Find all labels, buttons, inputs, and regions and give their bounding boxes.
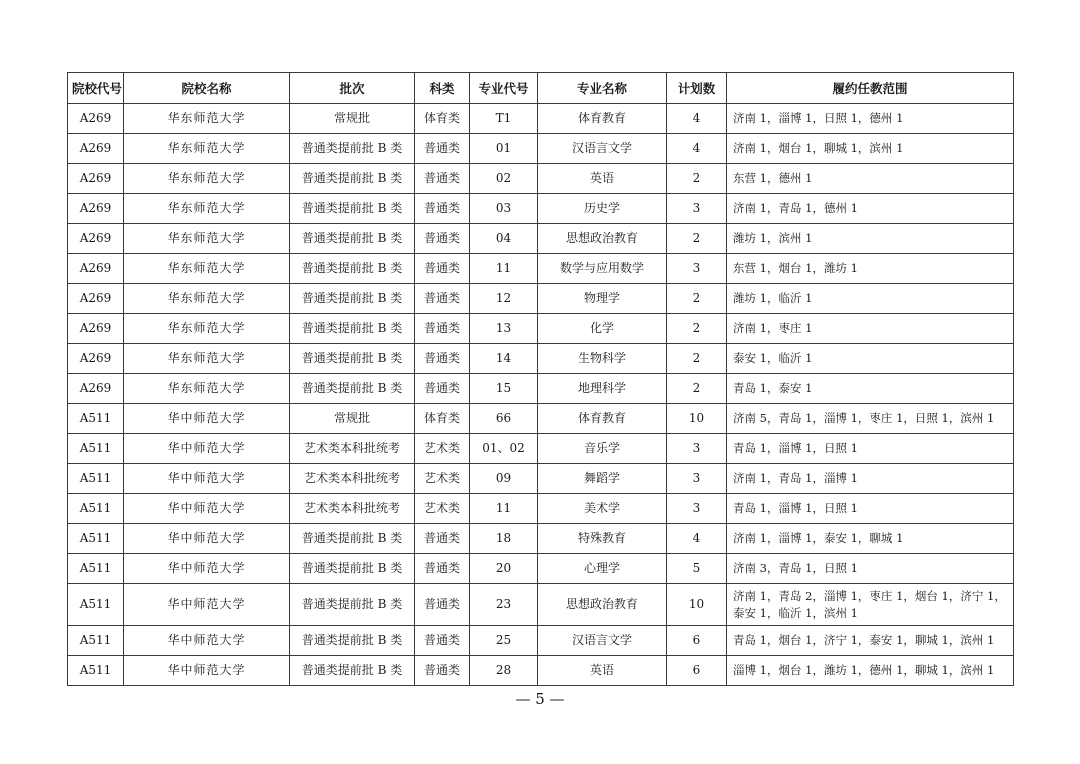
cell-school-code: A511 xyxy=(68,404,124,434)
cell-teaching-scope: 济南 1，淄博 1，泰安 1，聊城 1 xyxy=(727,524,1014,554)
cell-plan-count: 2 xyxy=(667,314,727,344)
cell-school-name: 华东师范大学 xyxy=(124,224,290,254)
cell-school-code: A269 xyxy=(68,284,124,314)
cell-batch: 普通类提前批 B 类 xyxy=(290,284,415,314)
header-school-name: 院校名称 xyxy=(124,73,290,104)
cell-teaching-scope: 东营 1，德州 1 xyxy=(727,164,1014,194)
page-number: — 5 — xyxy=(515,690,565,708)
cell-batch: 常规批 xyxy=(290,404,415,434)
cell-teaching-scope: 泰安 1，临沂 1 xyxy=(727,344,1014,374)
cell-school-code: A269 xyxy=(68,374,124,404)
header-batch: 批次 xyxy=(290,73,415,104)
cell-school-name: 华东师范大学 xyxy=(124,164,290,194)
cell-major-code: 04 xyxy=(470,224,538,254)
cell-plan-count: 10 xyxy=(667,584,727,626)
cell-batch: 常规批 xyxy=(290,104,415,134)
cell-batch: 普通类提前批 B 类 xyxy=(290,626,415,656)
cell-plan-count: 3 xyxy=(667,464,727,494)
cell-teaching-scope: 济南 1，淄博 1，日照 1，德州 1 xyxy=(727,104,1014,134)
cell-teaching-scope: 青岛 1，淄博 1，日照 1 xyxy=(727,494,1014,524)
cell-major-name: 体育教育 xyxy=(538,104,667,134)
cell-school-code: A511 xyxy=(68,494,124,524)
cell-school-code: A511 xyxy=(68,626,124,656)
cell-school-name: 华中师范大学 xyxy=(124,404,290,434)
table-row xyxy=(68,494,1014,524)
cell-plan-count: 2 xyxy=(667,164,727,194)
cell-major-name: 历史学 xyxy=(538,194,667,224)
cell-school-name: 华东师范大学 xyxy=(124,284,290,314)
cell-teaching-scope: 济南 1，青岛 2，淄博 1，枣庄 1，烟台 1，济宁 1，泰安 1，临沂 1，滨州 1 xyxy=(727,584,1014,626)
cell-school-name: 华中师范大学 xyxy=(124,584,290,626)
table-row xyxy=(68,344,1014,374)
cell-teaching-scope: 济南 1，青岛 1，淄博 1 xyxy=(727,464,1014,494)
table-header-row xyxy=(68,73,1014,104)
cell-major-code: 20 xyxy=(470,554,538,584)
cell-school-code: A511 xyxy=(68,434,124,464)
header-major-name: 专业名称 xyxy=(538,73,667,104)
table-row xyxy=(68,524,1014,554)
cell-teaching-scope: 潍坊 1，滨州 1 xyxy=(727,224,1014,254)
cell-category: 普通类 xyxy=(415,164,470,194)
cell-plan-count: 3 xyxy=(667,494,727,524)
cell-major-code: 11 xyxy=(470,494,538,524)
cell-plan-count: 4 xyxy=(667,134,727,164)
enrollment-plan-table xyxy=(67,72,1014,686)
cell-batch: 普通类提前批 B 类 xyxy=(290,524,415,554)
cell-school-code: A269 xyxy=(68,194,124,224)
cell-major-name: 英语 xyxy=(538,164,667,194)
cell-school-name: 华东师范大学 xyxy=(124,194,290,224)
cell-category: 普通类 xyxy=(415,284,470,314)
cell-major-code: 12 xyxy=(470,284,538,314)
table-row xyxy=(68,134,1014,164)
cell-school-code: A511 xyxy=(68,464,124,494)
cell-major-name: 思想政治教育 xyxy=(538,584,667,626)
cell-school-name: 华东师范大学 xyxy=(124,374,290,404)
cell-teaching-scope: 济南 5，青岛 1，淄博 1，枣庄 1，日照 1，滨州 1 xyxy=(727,404,1014,434)
cell-major-code: 23 xyxy=(470,584,538,626)
cell-school-code: A269 xyxy=(68,314,124,344)
cell-teaching-scope: 济南 1，烟台 1，聊城 1，滨州 1 xyxy=(727,134,1014,164)
cell-school-code: A511 xyxy=(68,524,124,554)
cell-school-code: A269 xyxy=(68,344,124,374)
cell-teaching-scope: 青岛 1，泰安 1 xyxy=(727,374,1014,404)
cell-category: 普通类 xyxy=(415,374,470,404)
cell-batch: 普通类提前批 B 类 xyxy=(290,224,415,254)
cell-major-code: 66 xyxy=(470,404,538,434)
cell-major-name: 地理科学 xyxy=(538,374,667,404)
cell-plan-count: 3 xyxy=(667,194,727,224)
cell-school-name: 华中师范大学 xyxy=(124,524,290,554)
cell-plan-count: 2 xyxy=(667,344,727,374)
cell-category: 艺术类 xyxy=(415,434,470,464)
cell-plan-count: 3 xyxy=(667,434,727,464)
cell-batch: 艺术类本科批统考 xyxy=(290,494,415,524)
cell-school-code: A511 xyxy=(68,584,124,626)
header-plan-count: 计划数 xyxy=(667,73,727,104)
table-row xyxy=(68,284,1014,314)
table-row xyxy=(68,104,1014,134)
cell-batch: 普通类提前批 B 类 xyxy=(290,656,415,686)
cell-major-code: 25 xyxy=(470,626,538,656)
cell-teaching-scope: 淄博 1，烟台 1，潍坊 1，德州 1，聊城 1，滨州 1 xyxy=(727,656,1014,686)
cell-major-name: 心理学 xyxy=(538,554,667,584)
table-row xyxy=(68,374,1014,404)
header-category: 科类 xyxy=(415,73,470,104)
cell-category: 普通类 xyxy=(415,554,470,584)
cell-major-name: 数学与应用数学 xyxy=(538,254,667,284)
cell-major-name: 英语 xyxy=(538,656,667,686)
cell-plan-count: 4 xyxy=(667,524,727,554)
cell-plan-count: 10 xyxy=(667,404,727,434)
cell-major-code: 15 xyxy=(470,374,538,404)
cell-batch: 普通类提前批 B 类 xyxy=(290,554,415,584)
cell-school-name: 华中师范大学 xyxy=(124,626,290,656)
cell-major-code: 13 xyxy=(470,314,538,344)
cell-plan-count: 2 xyxy=(667,374,727,404)
cell-major-name: 舞蹈学 xyxy=(538,464,667,494)
cell-school-name: 华东师范大学 xyxy=(124,254,290,284)
cell-school-code: A269 xyxy=(68,254,124,284)
cell-plan-count: 6 xyxy=(667,626,727,656)
cell-major-name: 体育教育 xyxy=(538,404,667,434)
table-row xyxy=(68,224,1014,254)
cell-major-code: 18 xyxy=(470,524,538,554)
cell-batch: 普通类提前批 B 类 xyxy=(290,134,415,164)
cell-major-name: 汉语言文学 xyxy=(538,626,667,656)
cell-school-name: 华中师范大学 xyxy=(124,494,290,524)
cell-school-code: A269 xyxy=(68,104,124,134)
cell-school-name: 华东师范大学 xyxy=(124,134,290,164)
table-row xyxy=(68,164,1014,194)
cell-batch: 普通类提前批 B 类 xyxy=(290,194,415,224)
cell-school-name: 华东师范大学 xyxy=(124,314,290,344)
table-row xyxy=(68,404,1014,434)
table-row xyxy=(68,254,1014,284)
cell-school-name: 华东师范大学 xyxy=(124,104,290,134)
table-row xyxy=(68,314,1014,344)
cell-batch: 艺术类本科批统考 xyxy=(290,434,415,464)
header-teaching-scope: 履约任教范围 xyxy=(727,73,1014,104)
cell-category: 普通类 xyxy=(415,254,470,284)
cell-batch: 艺术类本科批统考 xyxy=(290,464,415,494)
cell-category: 普通类 xyxy=(415,344,470,374)
cell-plan-count: 3 xyxy=(667,254,727,284)
cell-teaching-scope: 东营 1，烟台 1，潍坊 1 xyxy=(727,254,1014,284)
cell-school-name: 华东师范大学 xyxy=(124,344,290,374)
cell-teaching-scope: 青岛 1，淄博 1，日照 1 xyxy=(727,434,1014,464)
cell-school-name: 华中师范大学 xyxy=(124,464,290,494)
cell-major-name: 特殊教育 xyxy=(538,524,667,554)
cell-major-code: 01 xyxy=(470,134,538,164)
cell-category: 普通类 xyxy=(415,656,470,686)
cell-school-code: A511 xyxy=(68,554,124,584)
cell-plan-count: 6 xyxy=(667,656,727,686)
cell-category: 普通类 xyxy=(415,224,470,254)
table-row xyxy=(68,554,1014,584)
cell-major-name: 生物科学 xyxy=(538,344,667,374)
cell-batch: 普通类提前批 B 类 xyxy=(290,344,415,374)
cell-school-name: 华中师范大学 xyxy=(124,656,290,686)
header-school-code: 院校代号 xyxy=(68,73,124,104)
enrollment-plan-sheet xyxy=(67,72,1013,686)
cell-teaching-scope: 潍坊 1，临沂 1 xyxy=(727,284,1014,314)
cell-plan-count: 2 xyxy=(667,224,727,254)
cell-major-name: 美术学 xyxy=(538,494,667,524)
cell-category: 普通类 xyxy=(415,194,470,224)
header-major-code: 专业代号 xyxy=(470,73,538,104)
cell-major-code: 01、02 xyxy=(470,434,538,464)
cell-batch: 普通类提前批 B 类 xyxy=(290,374,415,404)
cell-school-code: A269 xyxy=(68,134,124,164)
cell-plan-count: 5 xyxy=(667,554,727,584)
cell-major-name: 物理学 xyxy=(538,284,667,314)
cell-major-code: 03 xyxy=(470,194,538,224)
table-row xyxy=(68,434,1014,464)
cell-major-code: 11 xyxy=(470,254,538,284)
cell-category: 普通类 xyxy=(415,134,470,164)
cell-major-code: 28 xyxy=(470,656,538,686)
table-row xyxy=(68,194,1014,224)
cell-category: 普通类 xyxy=(415,626,470,656)
cell-major-name: 思想政治教育 xyxy=(538,224,667,254)
cell-teaching-scope: 青岛 1，烟台 1，济宁 1，泰安 1，聊城 1，滨州 1 xyxy=(727,626,1014,656)
cell-category: 普通类 xyxy=(415,314,470,344)
cell-plan-count: 2 xyxy=(667,284,727,314)
cell-category: 艺术类 xyxy=(415,464,470,494)
cell-teaching-scope: 济南 1，枣庄 1 xyxy=(727,314,1014,344)
cell-major-code: 02 xyxy=(470,164,538,194)
cell-major-code: T1 xyxy=(470,104,538,134)
cell-plan-count: 4 xyxy=(667,104,727,134)
cell-category: 普通类 xyxy=(415,584,470,626)
cell-batch: 普通类提前批 B 类 xyxy=(290,314,415,344)
cell-teaching-scope: 济南 1，青岛 1，德州 1 xyxy=(727,194,1014,224)
cell-batch: 普通类提前批 B 类 xyxy=(290,584,415,626)
table-row xyxy=(68,656,1014,686)
cell-teaching-scope: 济南 3，青岛 1，日照 1 xyxy=(727,554,1014,584)
cell-category: 普通类 xyxy=(415,524,470,554)
cell-school-code: A511 xyxy=(68,656,124,686)
cell-school-code: A269 xyxy=(68,164,124,194)
table-row xyxy=(68,626,1014,656)
cell-batch: 普通类提前批 B 类 xyxy=(290,254,415,284)
table-row xyxy=(68,584,1014,626)
cell-category: 体育类 xyxy=(415,104,470,134)
cell-major-name: 汉语言文学 xyxy=(538,134,667,164)
cell-major-code: 09 xyxy=(470,464,538,494)
cell-school-code: A269 xyxy=(68,224,124,254)
cell-major-name: 音乐学 xyxy=(538,434,667,464)
cell-category: 体育类 xyxy=(415,404,470,434)
cell-school-name: 华中师范大学 xyxy=(124,434,290,464)
cell-school-name: 华中师范大学 xyxy=(124,554,290,584)
cell-category: 艺术类 xyxy=(415,494,470,524)
cell-batch: 普通类提前批 B 类 xyxy=(290,164,415,194)
cell-major-code: 14 xyxy=(470,344,538,374)
cell-major-name: 化学 xyxy=(538,314,667,344)
table-row xyxy=(68,464,1014,494)
